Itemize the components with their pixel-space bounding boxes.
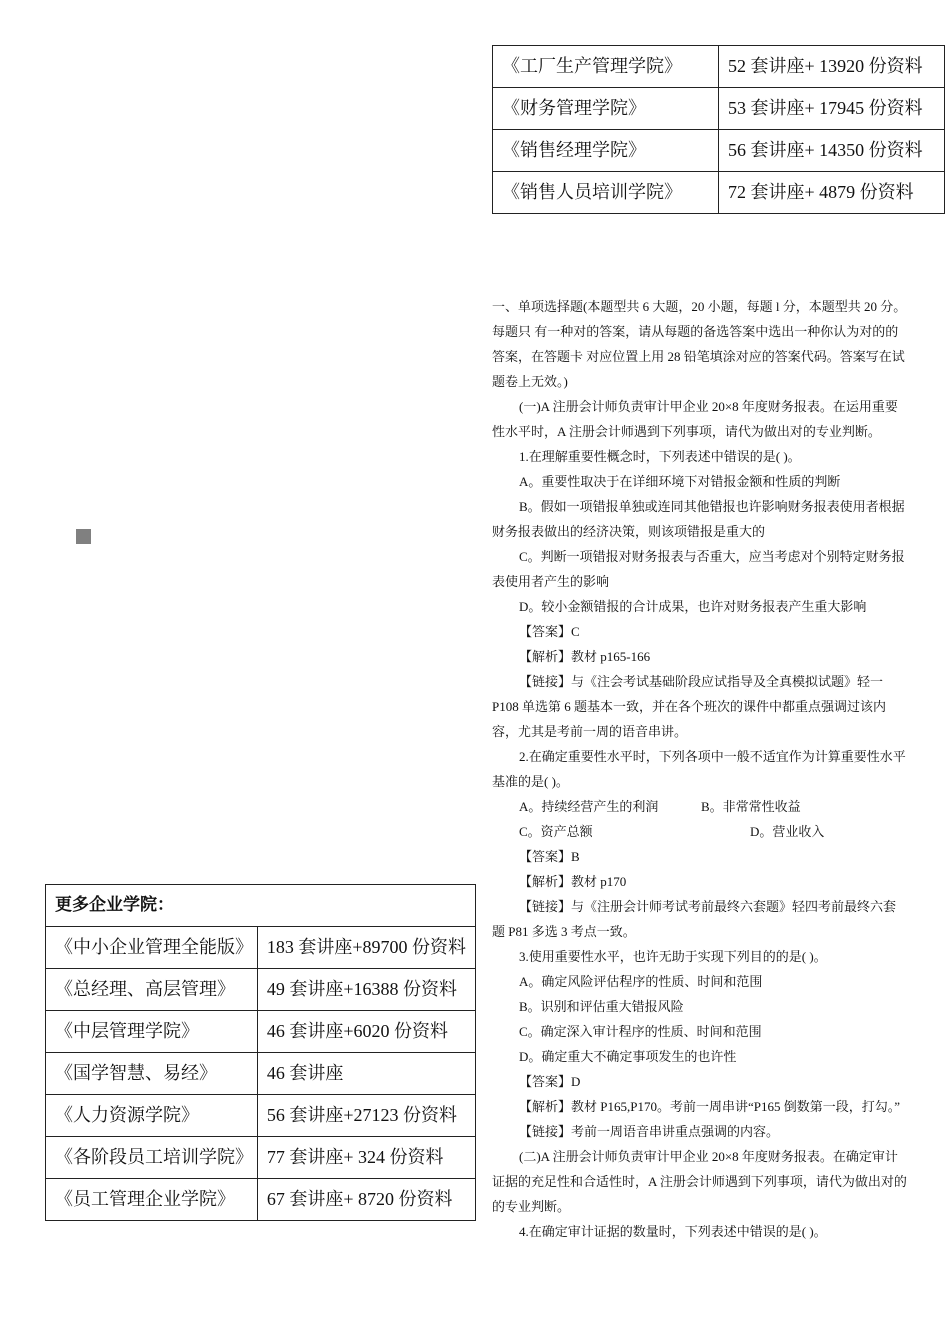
option: B。非常常性收益 — [701, 799, 801, 814]
explanation: 【解析】教材 p165-166 — [519, 649, 651, 664]
option: C。确定深入审计程序的性质、时间和范围 — [519, 1024, 762, 1039]
option-row — [492, 819, 908, 844]
college-content: 52 套讲座+ 13920 份资料 — [719, 46, 945, 88]
college-name: 《人力资源学院》 — [46, 1095, 258, 1137]
college-name: 《员工管理企业学院》 — [46, 1179, 258, 1221]
option-row — [492, 794, 908, 819]
college-name: 《各阶段员工培训学院》 — [46, 1137, 258, 1179]
college-name: 《销售人员培训学院》 — [493, 172, 719, 214]
option: D。较小金额错报的合计成果，也许对财务报表产生重大影响 — [519, 599, 867, 614]
link-note: 【链接】与《注册会计师考试考前最终六套题》轻四考前最终六套题 P81 多选 3 考点一致。 — [492, 899, 897, 939]
exam-text — [492, 294, 908, 1244]
table-row — [493, 130, 945, 172]
table-row — [46, 927, 476, 969]
question: 2.在确定重要性水平时，下列各项中一般不适宜作为计算重要性水平基准的是( )。 — [492, 749, 906, 789]
college-name: 《中层管理学院》 — [46, 1011, 258, 1053]
option: D。营业收入 — [750, 824, 825, 839]
college-name: 《总经理、高层管理》 — [46, 969, 258, 1011]
option: A。重要性取决于在详细环境下对错报金额和性质的判断 — [519, 474, 841, 489]
table-heading-row — [46, 885, 476, 927]
table-row — [493, 88, 945, 130]
college-name: 《中小企业管理全能版》 — [46, 927, 258, 969]
question: 4.在确定审计证据的数量时，下列表述中错误的是( )。 — [519, 1224, 827, 1239]
question: 1.在理解重要性概念时，下列表述中错误的是( )。 — [519, 449, 801, 464]
table-row — [46, 1095, 476, 1137]
college-name: 《销售经理学院》 — [493, 130, 719, 172]
college-content: 77 套讲座+ 324 份资料 — [257, 1137, 475, 1179]
more-colleges-table — [45, 884, 476, 1221]
explanation: 【解析】教材 p170 — [519, 874, 627, 889]
table-row — [493, 172, 945, 214]
table-row — [46, 1179, 476, 1221]
option: A。持续经营产生的利润 — [519, 799, 659, 814]
option: D。确定重大不确定事项发生的也许性 — [519, 1049, 737, 1064]
college-content: 49 套讲座+16388 份资料 — [257, 969, 475, 1011]
option: B。识别和评估重大错报风险 — [519, 999, 684, 1014]
option: B。假如一项错报单独或连同其他错报也许影响财务报表使用者根据财务报表做出的经济决策，则该项错报是重大的 — [492, 499, 905, 539]
college-content: 53 套讲座+ 17945 份资料 — [719, 88, 945, 130]
table-row — [493, 46, 945, 88]
college-content: 56 套讲座+ 14350 份资料 — [719, 130, 945, 172]
college-content: 72 套讲座+ 4879 份资料 — [719, 172, 945, 214]
section-intro: 一、单项选择题(本题型共 6 大题，20 小题，每题 l 分，本题型共 20 分。每题只 有一种对的答案，请从每题的备选答案中选出一种你认为对的的答案，在答题卡 对应位置上用 28 铅笔填涂对应的答案代码。答案写在试题卷上无效。) — [492, 299, 907, 389]
table-row — [46, 1011, 476, 1053]
answer: 【答案】B — [519, 849, 580, 864]
option: A。确定风险评估程序的性质、时间和范围 — [519, 974, 763, 989]
table-row — [46, 1137, 476, 1179]
option: C。判断一项错报对财务报表与否重大，应当考虑对个别特定财务报表使用者产生的影响 — [492, 549, 905, 589]
case-intro: (一)A 注册会计师负责审计甲企业 20×8 年度财务报表。在运用重要性水平时，A 注册会计师遇到下列事项，请代为做出对的专业判断。 — [492, 399, 898, 439]
table-row — [46, 1053, 476, 1095]
case-intro: (二)A 注册会计师负责审计甲企业 20×8 年度财务报表。在确定审计证据的充足性和合适性时，A 注册会计师遇到下列事项，请代为做出对的的专业判断。 — [492, 1149, 907, 1214]
answer: 【答案】D — [519, 1074, 581, 1089]
question: 3.使用重要性水平，也许无助于实现下列目的的是( )。 — [519, 949, 827, 964]
college-name: 《财务管理学院》 — [493, 88, 719, 130]
gray-square-marker — [76, 529, 91, 544]
college-content: 67 套讲座+ 8720 份资料 — [257, 1179, 475, 1221]
option: C。资产总额 — [519, 824, 593, 839]
top-college-table — [492, 45, 945, 214]
college-name: 《工厂生产管理学院》 — [493, 46, 719, 88]
link-note: 【链接】与《注会考试基础阶段应试指导及全真模拟试题》轻一 P108 单选第 6 题基本一致，并在各个班次的课件中都重点强调过该内容，尤其是考前一周的语音串讲。 — [492, 674, 886, 739]
college-content: 46 套讲座 — [257, 1053, 475, 1095]
college-content: 46 套讲座+6020 份资料 — [257, 1011, 475, 1053]
college-content: 56 套讲座+27123 份资料 — [257, 1095, 475, 1137]
explanation: 【解析】教材 P165,P170。考前一周串讲“P165 倒数第一段，打勾。” — [519, 1099, 900, 1114]
answer: 【答案】C — [519, 624, 580, 639]
table-row — [46, 969, 476, 1011]
link-note: 【链接】考前一周语音串讲重点强调的内容。 — [519, 1124, 780, 1139]
table-heading: 更多企业学院： — [46, 885, 476, 927]
college-content: 183 套讲座+89700 份资料 — [257, 927, 475, 969]
college-name: 《国学智慧、易经》 — [46, 1053, 258, 1095]
